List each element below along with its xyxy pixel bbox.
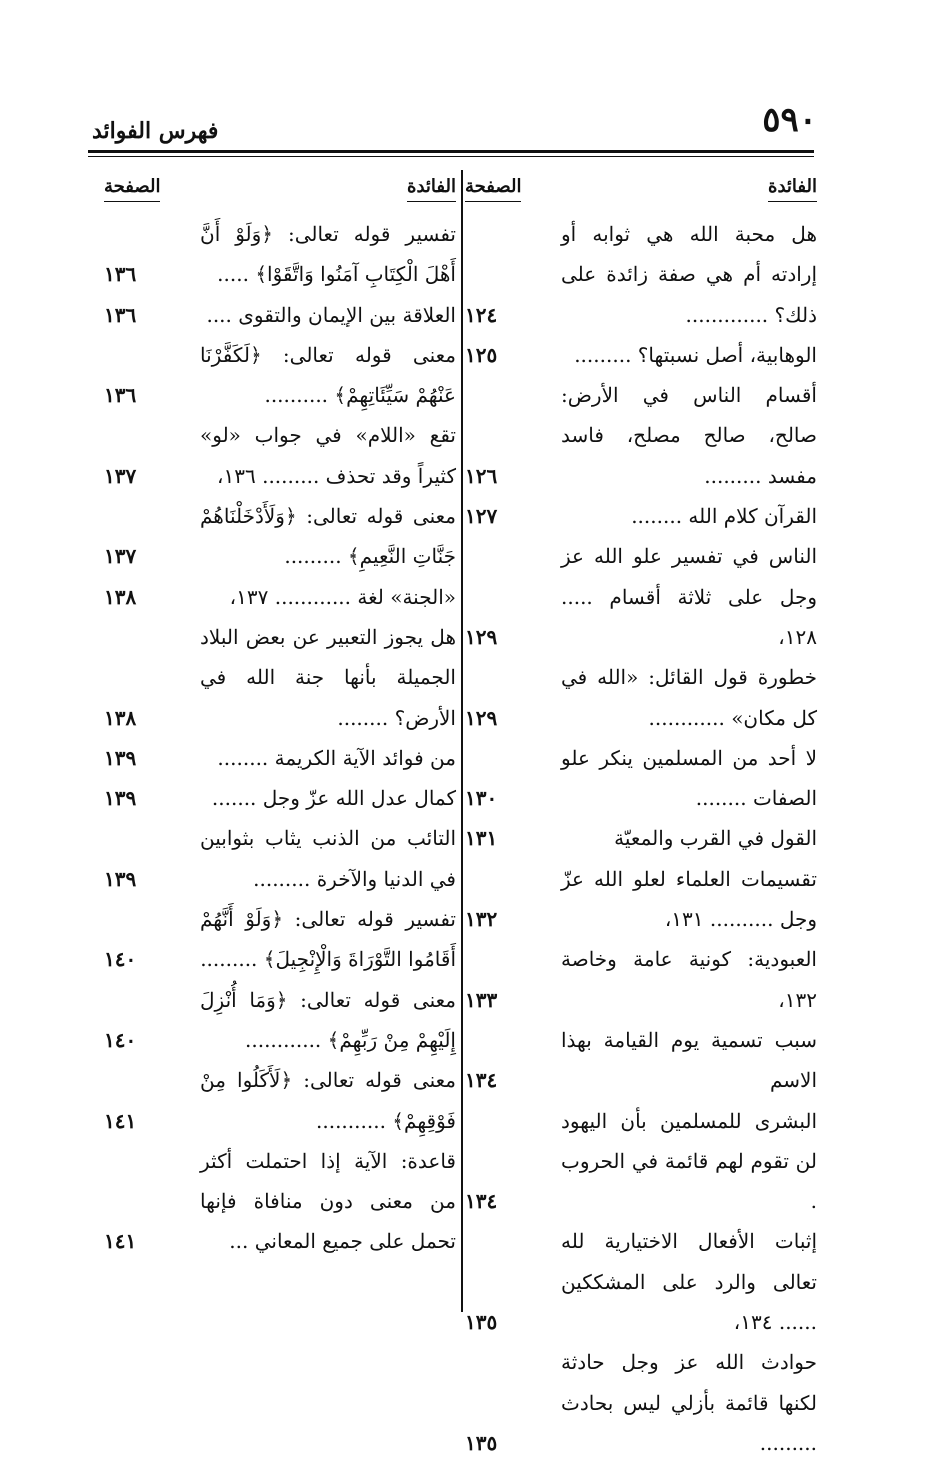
running-head: فهرس الفوائد (92, 118, 219, 144)
index-entry (465, 1221, 817, 1342)
entry-page: ١٤١ (104, 1108, 137, 1133)
entry-page: ١٤٠ (104, 1027, 137, 1052)
entry-text: حوادث الله عز وجل حادثة لكنها قائمة بأزلي ليس بحادث ......... (561, 1350, 817, 1455)
left-column (104, 168, 456, 1262)
entry-text: خطورة قول القائل: «الله في كل مكان» ............ (561, 665, 817, 730)
index-entry (104, 818, 456, 899)
index-entry (104, 980, 456, 1061)
right-entry-list (465, 214, 817, 1463)
index-entry (465, 1342, 817, 1463)
entry-text: العبودية: كونية عامة وخاصة ١٣٢، (561, 947, 817, 1012)
entry-page: ١٣٠ (465, 786, 498, 811)
index-entry (465, 1101, 817, 1222)
index-entry (104, 415, 456, 496)
entry-text: تقسيمات العلماء لعلو الله عزّ وجل .......... ١٣١، (561, 866, 817, 932)
index-entry (104, 899, 456, 980)
entry-text: معنى قوله تعالى: ﴿لَأَكَلُوا مِنْ فَوْقِهِمْ﴾ ........... (200, 1068, 456, 1133)
index-entry (104, 1141, 456, 1262)
entry-page: ١٣٥ (465, 1430, 498, 1455)
index-entry (104, 496, 456, 577)
index-entry (465, 939, 817, 1020)
left-topic-heading: الفائدة (407, 176, 456, 202)
entry-page: ١٣٤ (465, 1068, 498, 1093)
left-column-headings (104, 168, 456, 214)
entry-page: ١٣٢ (465, 907, 498, 932)
entry-page: ١٤١ (104, 1229, 137, 1254)
entry-page: ١٣٧ (104, 544, 137, 569)
index-entry (104, 335, 456, 416)
entry-page: ١٣٣ (465, 987, 498, 1012)
entry-page: ١٣٥ (465, 1310, 498, 1335)
index-entry (465, 335, 817, 375)
right-page-heading: الصفحة (465, 176, 521, 202)
column-divider (461, 170, 463, 1312)
entry-text: لا أحد من المسلمين ينكر علو الصفات ........ (561, 745, 817, 811)
entry-text: العلاقة بين الإيمان والتقوى .... (206, 302, 456, 327)
index-entry (104, 738, 456, 778)
entry-page: ١٢٩ (465, 705, 498, 730)
index-entry (465, 738, 817, 819)
right-column (465, 168, 817, 1463)
index-entry (465, 1020, 817, 1101)
entry-page: ١٣٨ (104, 584, 137, 609)
page-number: ٥٩٠ (762, 100, 817, 140)
entry-text: القول في القرب والمعيّة (614, 826, 817, 851)
left-entry-list (104, 214, 456, 1262)
index-entry (465, 375, 817, 496)
index-entry (104, 617, 456, 738)
entry-text: التائب من الذنب يثاب بثوابين في الدنيا والآخرة ......... (200, 826, 456, 891)
entry-text: معنى قوله تعالى: ﴿وَمَا أُنْزِلَ إِلَيْهِمْ مِنْ رَبِّهِمْ﴾ ............ (200, 987, 456, 1052)
entry-text: إثبات الأفعال الاختيارية لله تعالى والرد على المشككين ...... ١٣٤، (561, 1229, 817, 1335)
header-rule-thick (88, 150, 814, 153)
entry-text: قاعدة: الآية إذا احتملت أكثر من معنى دون منافاة فإنها تحمل على جميع المعاني ... (200, 1148, 456, 1254)
entry-text: البشرى للمسلمين بأن اليهود لن تقوم لهم قائمة في الحروب . (561, 1108, 817, 1214)
entry-page: ١٤٠ (104, 947, 137, 972)
entry-text: معنى قوله تعالى: ﴿وَلَأَدْخَلْنَاهُمْ جَنَّاتِ النَّعِيمِ﴾ ......... (200, 504, 456, 569)
entry-page: ١٢٦ (465, 463, 498, 488)
entry-page: ١٣٩ (104, 745, 137, 770)
index-entry (465, 859, 817, 940)
entry-text: تفسير قوله تعالى: ﴿وَلَوْ أَنَّ أَهْلَ الْكِتَابِ آمَنُوا وَاتَّقَوْا﴾ ..... (200, 222, 456, 287)
index-entry (104, 1060, 456, 1141)
entry-text: الناس في تفسير علو الله عز وجل على ثلاثة أقسام ..... ١٢٨، (561, 544, 817, 649)
entry-page: ١٢٩ (465, 624, 498, 649)
index-entry (465, 818, 817, 858)
entry-text: من فوائد الآية الكريمة ........ (217, 745, 456, 770)
entry-page: ١٢٥ (465, 342, 498, 367)
entry-text: هل محبة الله هي ثوابه أو إرادته أم هي صفة زائدة على ذلك؟ ............. (561, 222, 817, 327)
index-entry (465, 536, 817, 657)
entry-text: كمال عدل الله عزّ وجل ....... (211, 786, 456, 811)
entry-page: ١٣٧ (104, 463, 137, 488)
entry-page: ١٣٨ (104, 705, 137, 730)
index-entry (104, 778, 456, 818)
entry-page: ١٢٤ (465, 302, 498, 327)
entry-text: هل يجوز التعبير عن بعض البلاد الجميلة بأنها جنة الله في الأرض؟ ........ (200, 624, 456, 730)
left-page-heading: الصفحة (104, 176, 160, 202)
entry-page: ١٢٧ (465, 504, 498, 529)
right-column-headings (465, 168, 817, 214)
entry-text: أقسام الناس في الأرض: صالح، صالح مصلح، فاسد مفسد ......... (561, 383, 817, 488)
entry-page: ١٣٩ (104, 786, 137, 811)
index-entry (104, 214, 456, 295)
index-entry (104, 295, 456, 335)
entry-text: تقع «اللام» في جواب «لو» كثيراً وقد تحذف ......... ١٣٦، (200, 423, 456, 488)
entry-text: القرآن كلام الله ........ (631, 504, 817, 529)
index-entry (465, 496, 817, 536)
entry-text: سبب تسمية يوم القيامة بهذا الاسم (561, 1027, 817, 1093)
entry-page: ١٣٦ (104, 383, 137, 408)
entry-text: تفسير قوله تعالى: ﴿وَلَوْ أَنَّهُمْ أَقَامُوا التَّوْرَاةَ وَالْإِنْجِيلَ﴾ ......... (200, 907, 456, 972)
entry-page: ١٣٦ (104, 302, 137, 327)
entry-text: «الجنة» لغة ............ ١٣٧، (229, 584, 456, 609)
entry-page: ١٣٦ (104, 262, 137, 287)
index-entry (104, 577, 456, 617)
right-topic-heading: الفائدة (768, 176, 817, 202)
index-entry (465, 657, 817, 738)
entry-text: معنى قوله تعالى: ﴿لَكَفَّرْنَا عَنْهُمْ سَيِّئَاتِهِمْ﴾ .......... (200, 342, 456, 408)
entry-page: ١٣٩ (104, 866, 137, 891)
index-entry (465, 214, 817, 335)
entry-text: الوهابية، أصل نسبتها؟ ......... (574, 342, 817, 367)
entry-page: ١٣٤ (465, 1189, 498, 1214)
entry-page: ١٣١ (465, 826, 498, 851)
header-rule-thin (88, 156, 814, 157)
